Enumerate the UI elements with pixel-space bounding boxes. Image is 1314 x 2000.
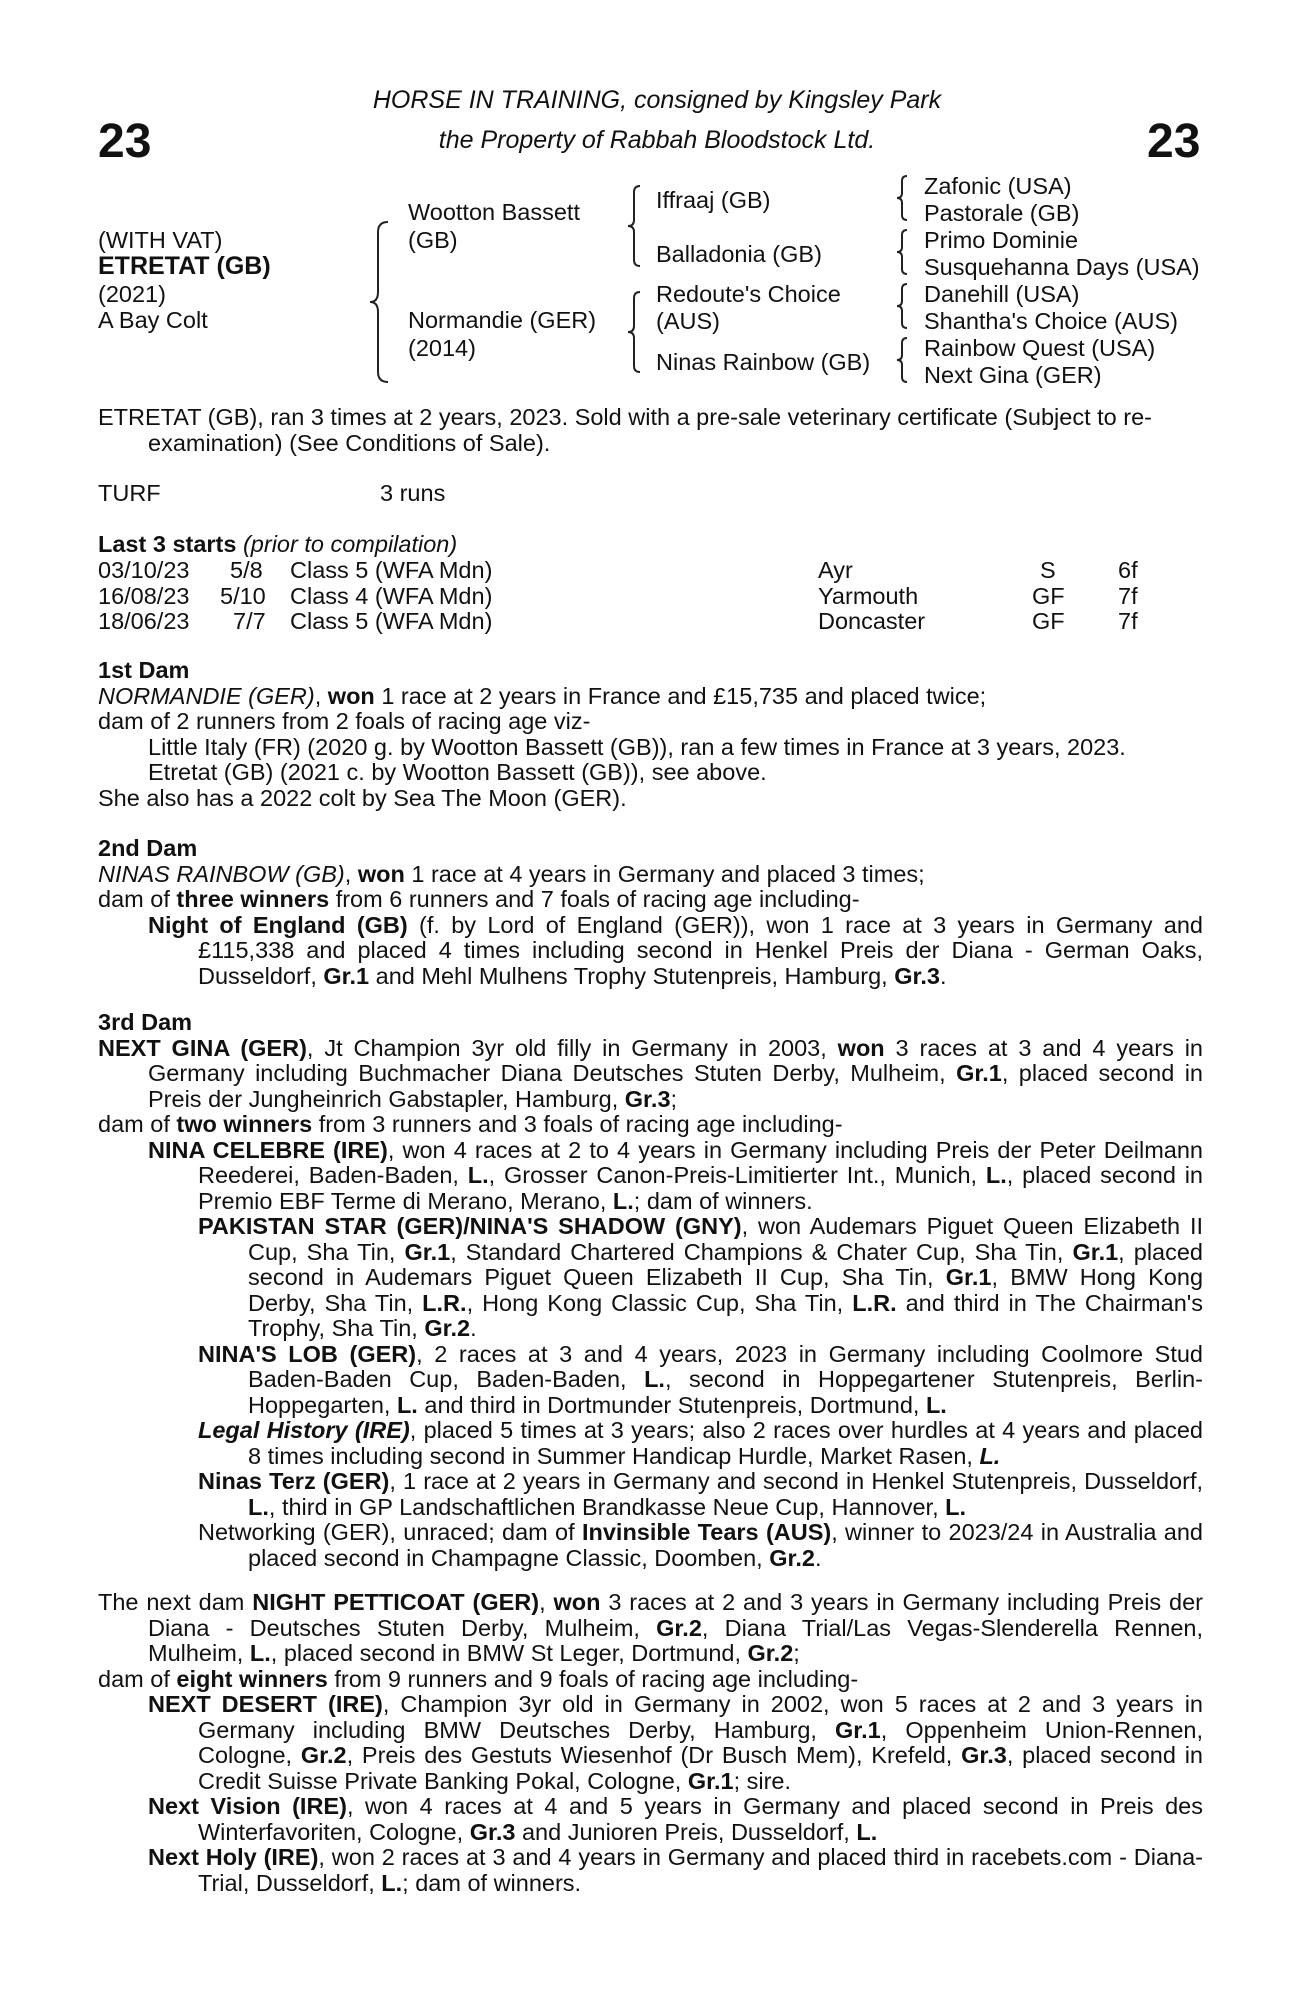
progeny-next-vision: Next Vision (IRE), won 4 races at 4 and 5 years in Germany and placed second in Preis des Winterfavoriten, Cologne, Gr.3 and Junioren Preis, Dusseldorf, L.: [148, 1793, 1203, 1845]
first-dam-section: [98, 658, 1203, 811]
lot-number-left: 23: [98, 115, 152, 168]
header-property: the Property of Rabbah Bloodstock Ltd.: [438, 126, 876, 154]
form-title: Last 3 starts: [98, 531, 237, 557]
won-label: won: [357, 860, 405, 887]
pedigree-ssd: Pastorale (GB): [924, 200, 1080, 226]
form-date: 03/10/23: [98, 557, 190, 583]
form-subtitle: (prior to compilation): [242, 531, 458, 557]
third-dam-name: NEXT GINA (GER): [98, 1034, 307, 1061]
next-dam-name: NIGHT PETTICOAT (GER): [252, 1589, 540, 1615]
header-consignor: HORSE IN TRAINING, consigned by Kingsley Park: [372, 86, 942, 114]
form-course: Yarmouth: [818, 583, 919, 609]
pedigree-brace-sd: [897, 230, 909, 274]
won-label: won: [327, 682, 375, 709]
table-row: [98, 558, 1198, 584]
second-dam-heading: 2nd Dam: [98, 835, 198, 861]
form-course: Doncaster: [818, 608, 926, 634]
form-position: 7/7: [233, 608, 266, 634]
pedigree-dam-line1: Normandie (GER): [408, 307, 597, 333]
first-dam-foal: Little Italy (FR) (2020 g. by Wootton Bassett (GB)), ran a few times in France at 3 years, 2023.: [148, 733, 1126, 760]
form-going: GF: [1032, 583, 1065, 609]
form-table: [98, 558, 1198, 638]
second-dam-section: [98, 836, 1203, 989]
pedigree-dam-sire-line1: Redoute's Choice: [656, 281, 841, 307]
pedigree-brace-main: [370, 222, 390, 382]
pedigree-brace-ss: [897, 176, 909, 220]
form-class: Class 5 (WFA Mdn): [290, 608, 493, 634]
first-dam-line5: She also has a 2022 colt by Sea The Moon (GER).: [98, 784, 627, 811]
winners-count: three winners: [176, 886, 330, 912]
pedigree-sds: Primo Dominie: [924, 227, 1079, 253]
progeny-next-desert: NEXT DESERT (IRE), Champion 3yr old in Germany in 2002, won 5 races at 2 and 3 years in Germany including BMW Deutsches Derby, Hamburg, Gr.1, Oppenheim Union-Rennen, Cologne, Gr.2, Preis des Gestuts Wiesenhof (Dr Busch Mem), Krefeld, Gr.3, placed second in Credit Suisse Private Banking Pokal, Cologne, Gr.1; sire.: [148, 1691, 1203, 1794]
turf-label: TURF: [98, 480, 161, 506]
pedigree-brace-dd: [897, 338, 909, 382]
form-position: 5/10: [220, 583, 266, 609]
pedigree-sdd: Susquehanna Days (USA): [924, 254, 1200, 280]
progeny-name: Night of England (GB): [148, 911, 408, 938]
first-dam-text: 1 race at 2 years in France and £15,735 and placed twice;: [374, 682, 987, 709]
pedigree-brace-sire: [628, 186, 642, 266]
pedigree-dds: Rainbow Quest (USA): [924, 335, 1156, 361]
next-dam-line1: The next dam NIGHT PETTICOAT (GER), won 3 races at 2 and 3 years in Germany including Preis der Diana - Deutsches Stuten Derby, Mulheim, Gr.2, Diana Trial/Las Vegas-Slenderella Rennen, Mulheim, L., placed second in BMW St Leger, Dortmund, Gr.2;: [98, 1589, 1204, 1666]
winners-count: eight winners: [176, 1665, 328, 1692]
form-distance: 7f: [1118, 608, 1138, 634]
pedigree-sire-line1: Wootton Bassett: [408, 199, 580, 225]
third-dam-line1: NEXT GINA (GER), Jt Champion 3yr old filly in Germany in 2003, won 3 races at 3 and 4 years in Germany including Buchmacher Diana Deutsches Stuten Derby, Mulheim, Gr.1, placed second in Preis der Jungheinrich Gabstapler, Hamburg, Gr.3;: [98, 1034, 1203, 1112]
progeny-pakistan-star: PAKISTAN STAR (GER)/NINA'S SHADOW (GNY), won Audemars Piguet Queen Elizabeth II Cup, Sha Tin, Gr.1, Standard Chartered Champions & Chater Cup, Sha Tin, Gr.1, placed second in Audemars Piguet Queen Elizabeth II Cup, Sha Tin, Gr.1, BMW Hong Kong Derby, Sha Tin, L.R., Hong Kong Classic Cup, Sha Tin, L.R. and third in The Chairman's Trophy, Sha Tin, Gr.2.: [198, 1213, 1204, 1341]
form-date: 16/08/23: [98, 583, 190, 609]
progeny-networking: Networking (GER), unraced; dam of Invinsible Tears (AUS), winner to 2023/24 in Australia and placed second in Champagne Classic, Doomben, Gr.2.: [198, 1519, 1204, 1571]
first-dam-line2: dam of 2 runners from 2 foals of racing age viz-: [98, 708, 591, 734]
third-dam-heading: 3rd Dam: [98, 1009, 193, 1035]
turf-runs: 3 runs: [380, 480, 446, 506]
pedigree-sire-dam: Balladonia (GB): [656, 241, 822, 267]
progeny-ninas-terz: Ninas Terz (GER), 1 race at 2 years in Germany and second in Henkel Stutenpreis, Dusseldorf, L., third in GP Landschaftlichen Brandkasse Neue Cup, Hannover, L.: [198, 1468, 1203, 1520]
intro-text: ETRETAT (GB), ran 3 times at 2 years, 2023. Sold with a pre-sale veterinary certificate (Subject to re-examination) (See Conditions of Sale).: [98, 404, 1152, 456]
progeny-next-holy: Next Holy (IRE), won 2 races at 3 and 4 years in Germany and placed third in racebets.com - Diana-Trial, Dusseldorf, L.; dam of winners.: [148, 1844, 1203, 1896]
form-position: 5/8: [230, 557, 263, 583]
second-dam-line2: dam of three winners from 6 runners and 7 foals of racing age including-: [98, 886, 860, 912]
lot-number-right: 23: [1147, 115, 1201, 168]
form-course: Ayr: [818, 557, 853, 583]
horse-name: ETRETAT (GB): [98, 252, 271, 280]
form-going: S: [1040, 557, 1056, 583]
next-dam-line2: dam of eight winners from 9 runners and 9 foals of racing age including-: [98, 1665, 859, 1692]
pedigree-brace-ds: [897, 284, 909, 328]
first-dam-name: NORMANDIE (GER): [98, 682, 315, 709]
pedigree-sire-sire: Iffraaj (GB): [656, 187, 771, 213]
horse-description: A Bay Colt: [98, 307, 208, 333]
progeny-legal-history: Legal History (IRE), placed 5 times at 3 years; also 2 races over hurdles at 4 years and placed 8 times including second in Summer Handicap Hurdle, Market Rasen, L.: [198, 1417, 1203, 1469]
third-dam-line2: dam of two winners from 3 runners and 3 foals of racing age including-: [98, 1111, 843, 1137]
horse-year: (2021): [98, 281, 166, 307]
second-dam-progeny: Night of England (GB) (f. by Lord of England (GER)), won 1 race at 3 years in Germany and £115,338 and placed 4 times including second in Henkel Preis der Diana - German Oaks, Dusseldorf, Gr.1 and Mehl Mulhens Trophy Stutenpreis, Hamburg, Gr.3.: [148, 911, 1203, 989]
winners-count: two winners: [176, 1111, 313, 1137]
first-dam-line1: NORMANDIE (GER), won 1 race at 2 years in France and £15,735 and placed twice;: [98, 682, 987, 709]
pedigree-dsd: Shantha's Choice (AUS): [924, 308, 1178, 334]
form-distance: 6f: [1118, 557, 1138, 583]
form-going: GF: [1032, 608, 1065, 634]
second-dam-name: NINAS RAINBOW (GB): [98, 860, 345, 887]
pedigree-ddd: Next Gina (GER): [924, 362, 1102, 388]
pedigree-dam-line2: (2014): [408, 335, 476, 361]
horse-vat: (WITH VAT): [98, 227, 223, 253]
table-row: [98, 584, 1198, 609]
pedigree-brace-dam: [628, 292, 642, 372]
first-dam-foal: Etretat (GB) (2021 c. by Wootton Bassett (GB)), see above.: [148, 759, 767, 785]
pedigree-dam-sire-line2: (AUS): [656, 308, 720, 334]
progeny-nina-celebre: NINA CELEBRE (IRE), won 4 races at 2 to 4 years in Germany including Preis der Peter Deilmann Reederei, Baden-Baden, L., Grosser Canon-Preis-Limitierter Int., Munich, L., placed second in Premio EBF Terme di Merano, Merano, L.; dam of winners.: [148, 1136, 1203, 1214]
progeny-ninas-lob: NINA'S LOB (GER), 2 races at 3 and 4 years, 2023 in Germany including Coolmore Stud Baden-Baden Cup, Baden-Baden, L., second in Hoppegartener Stutenpreis, Berlin-Hoppegarten, L. and third in Dortmunder Stutenpreis, Dortmund, L.: [198, 1340, 1204, 1418]
table-row: [98, 609, 1198, 634]
form-class: Class 4 (WFA Mdn): [290, 583, 493, 609]
form-distance: 7f: [1118, 583, 1138, 609]
third-dam-section: [98, 1010, 1203, 1571]
form-date: 18/06/23: [98, 608, 190, 634]
pedigree-dss: Danehill (USA): [924, 281, 1080, 307]
pedigree-sire-line2: (GB): [408, 227, 458, 253]
form-class: Class 5 (WFA Mdn): [290, 557, 493, 583]
second-dam-line1: NINAS RAINBOW (GB), won 1 race at 4 years in Germany and placed 3 times;: [98, 860, 925, 887]
first-dam-heading: 1st Dam: [98, 657, 190, 683]
pedigree-dam-dam: Ninas Rainbow (GB): [656, 349, 871, 375]
next-dam-section: [98, 1590, 1203, 1896]
pedigree-sss: Zafonic (USA): [924, 173, 1072, 199]
form-heading: [98, 532, 457, 558]
second-dam-text: 1 race at 4 years in Germany and placed 3 times;: [404, 860, 925, 887]
